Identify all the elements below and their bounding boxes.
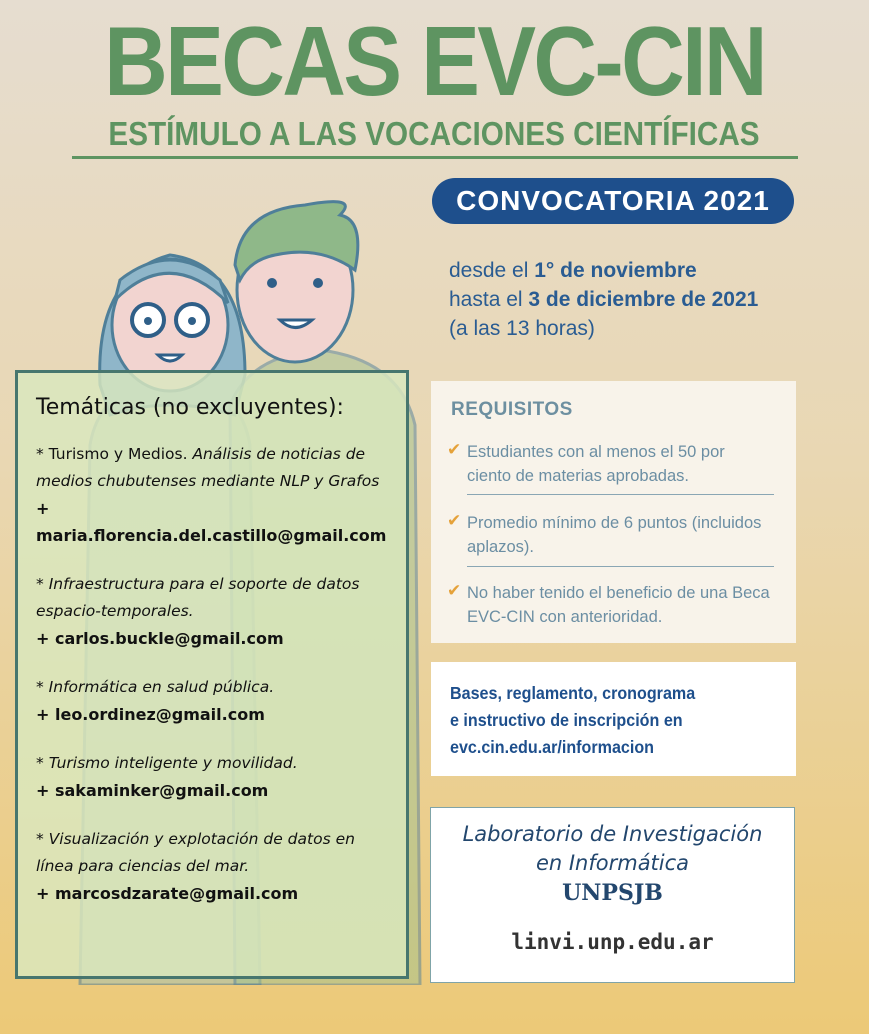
lab-website-link[interactable]: linvi.unp.edu.ar bbox=[511, 930, 714, 954]
requisito-line: Estudiantes con al menos el 50 por bbox=[467, 443, 725, 461]
dates-line-1 bbox=[449, 256, 758, 285]
convocatoria-badge: CONVOCATORIA 2021 bbox=[432, 178, 794, 224]
tematica-item-line bbox=[36, 468, 394, 495]
tematica-description: línea para ciencias del mar. bbox=[36, 857, 250, 875]
bases-link[interactable]: evc.cin.edu.ar/informacion bbox=[450, 737, 654, 757]
tematica-description: espacio-temporales. bbox=[36, 602, 194, 620]
requisito-divider bbox=[467, 494, 774, 495]
dates-line-2-prefix: hasta el bbox=[449, 288, 529, 311]
requisito-item bbox=[447, 581, 777, 629]
tematica-contact-email[interactable]: + marcosdzarate@gmail.com bbox=[36, 884, 299, 903]
requisito-item bbox=[447, 511, 777, 559]
bases-line-2: e instructivo de inscripción en bbox=[450, 710, 683, 730]
lab-name-line-2: en Informática bbox=[535, 851, 690, 875]
laboratorio-box bbox=[430, 807, 795, 983]
university-name: UNPSJB bbox=[562, 880, 663, 906]
dates-end: 3 de diciembre de 2021 bbox=[528, 288, 759, 311]
dates-block bbox=[449, 256, 758, 343]
tematica-item-line bbox=[36, 598, 394, 625]
requisito-line: aplazos). bbox=[467, 538, 534, 556]
poster-title: BECAS EVC-CIN bbox=[104, 6, 765, 116]
bases-line-1: Bases, reglamento, cronograma bbox=[450, 683, 696, 703]
boy-eye-right-illustration bbox=[313, 278, 323, 288]
requisito-line: ciento de materias aprobadas. bbox=[467, 467, 689, 485]
tematica-contact-email[interactable]: + carlos.buckle@gmail.com bbox=[36, 629, 284, 648]
requisito-line: Promedio mínimo de 6 puntos (incluidos bbox=[467, 514, 762, 532]
dates-line-3: (a las 13 horas) bbox=[449, 317, 595, 340]
tematica-description: Análisis de noticias de bbox=[192, 445, 366, 463]
tematica-item-line bbox=[36, 826, 394, 853]
requisitos-box bbox=[431, 381, 796, 643]
requisito-line: No haber tenido el beneficio de una Beca bbox=[467, 584, 770, 602]
requisito-line: EVC-CIN con anterioridad. bbox=[467, 608, 663, 626]
requisito-item bbox=[447, 440, 777, 488]
tematica-item-line bbox=[36, 750, 394, 777]
dates-line-1-prefix: desde el bbox=[449, 259, 535, 282]
boy-eye-left-illustration bbox=[267, 278, 277, 288]
bases-box bbox=[431, 662, 796, 776]
tematica-bullet: * bbox=[36, 575, 49, 593]
subtitle-underline bbox=[72, 156, 798, 159]
tematica-description: medios chubutenses mediante NLP y Grafos bbox=[36, 472, 380, 490]
requisito-text bbox=[467, 511, 777, 559]
requisito-text bbox=[467, 581, 777, 629]
tematica-item-line bbox=[36, 674, 394, 701]
tematica-contact-email[interactable]: + sakaminker@gmail.com bbox=[36, 781, 269, 800]
tematicas-heading: Temáticas (no excluyentes): bbox=[36, 395, 344, 420]
requisitos-title: REQUISITOS bbox=[451, 399, 573, 420]
tematica-item-line bbox=[36, 571, 394, 598]
tematica-bullet: * bbox=[36, 754, 49, 772]
girl-eye-left-illustration bbox=[144, 317, 152, 325]
requisito-text bbox=[467, 440, 777, 488]
tematicas-box bbox=[15, 370, 409, 979]
tematica-item-salud bbox=[36, 674, 394, 728]
tematica-item-infraestructura bbox=[36, 571, 394, 652]
tematica-contact-email[interactable]: + maria.florencia.del.castillo@gmail.com bbox=[36, 499, 387, 545]
tematica-description: Turismo inteligente y movilidad. bbox=[48, 754, 298, 772]
girl-eye-right-illustration bbox=[188, 317, 196, 325]
tematica-contact-email[interactable]: + leo.ordinez@gmail.com bbox=[36, 705, 265, 724]
tematica-item-line bbox=[36, 441, 394, 468]
check-icon: ✔ bbox=[447, 581, 462, 601]
requisito-divider bbox=[467, 566, 774, 567]
tematica-item-line bbox=[36, 853, 394, 880]
tematica-description: * Visualización y explotación de datos en bbox=[36, 830, 355, 848]
tematica-description: * Informática en salud pública. bbox=[36, 678, 275, 696]
dates-start: 1° de noviembre bbox=[534, 259, 697, 282]
dates-line-2 bbox=[449, 285, 758, 314]
poster-subtitle: ESTÍMULO A LAS VOCACIONES CIENTÍFICAS bbox=[108, 115, 760, 152]
tematica-item-turismo-inteligente bbox=[36, 750, 394, 804]
tematica-item-ciencias-mar bbox=[36, 826, 394, 907]
check-icon: ✔ bbox=[447, 511, 462, 531]
check-icon: ✔ bbox=[447, 440, 462, 460]
lab-name-line-1: Laboratorio de Investigación bbox=[462, 822, 763, 846]
tematica-topic: * Turismo y Medios. bbox=[36, 445, 193, 463]
tematica-description: Infraestructura para el soporte de datos bbox=[48, 575, 360, 593]
tematica-item-turismo-medios bbox=[36, 441, 394, 549]
